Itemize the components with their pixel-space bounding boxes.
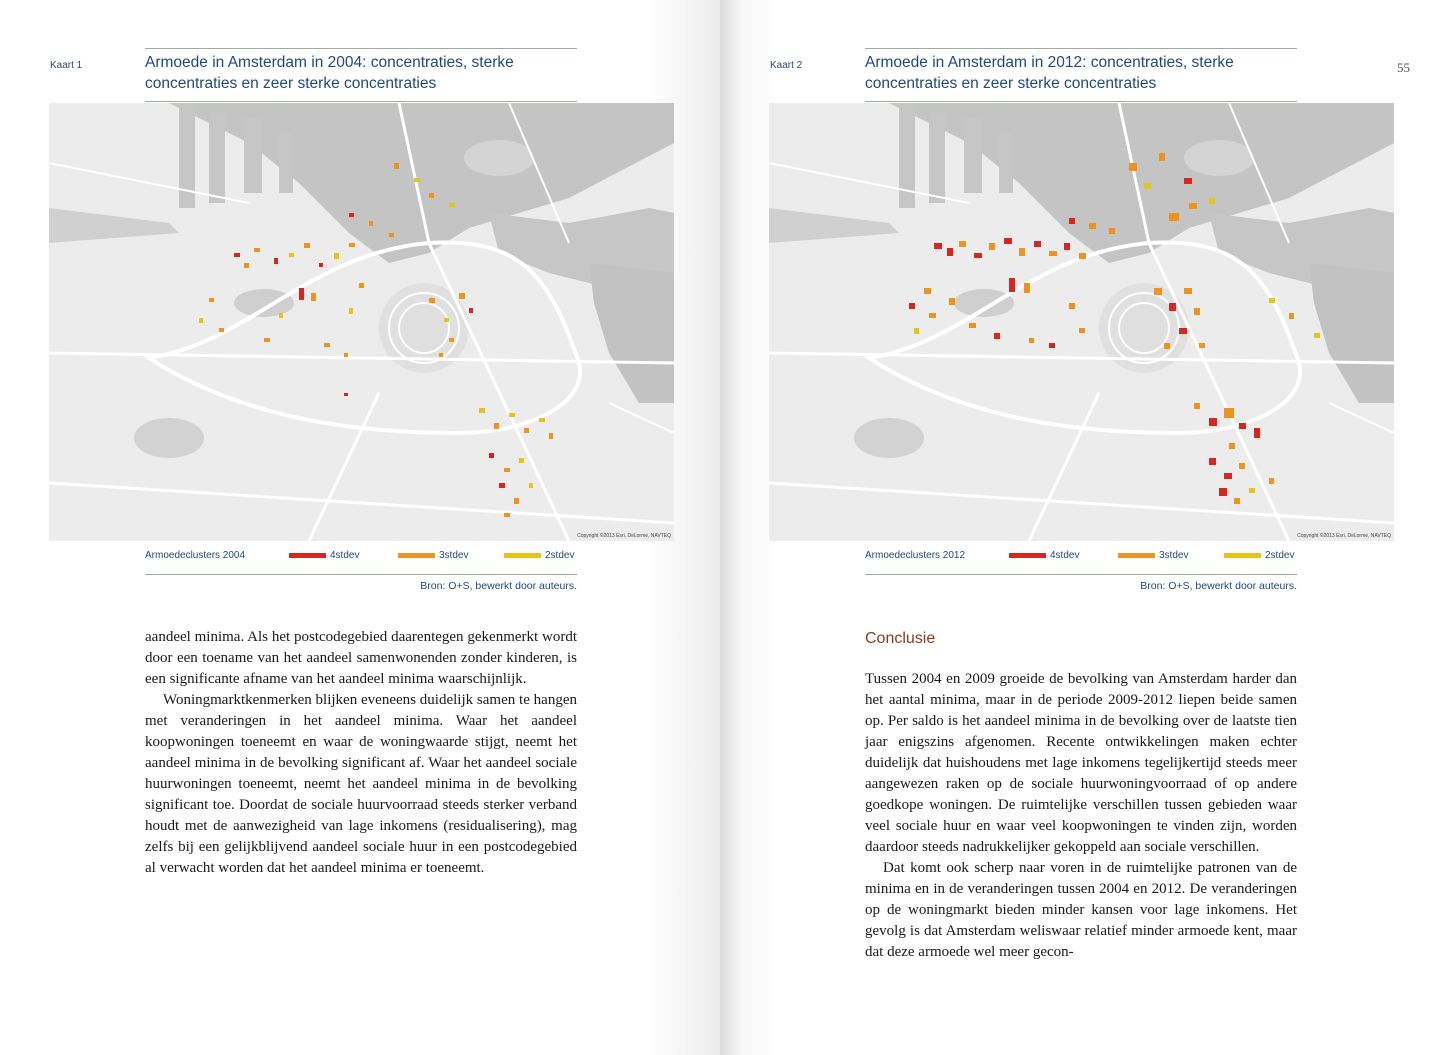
paragraph: Woningmarktkenmerken blijken eveneens duidelijk samen te hangen met veranderingen in het aandeel minima. Waar het aandeel koopwoningen toeneemt en waar de woningwaarde stijgt, neemt het aandeel minima in de bevolking significant af. Waar het aandeel sociale huurwoningen toeneemt, neemt het aandeel minima in de bevolking significant toe. Doordat de sociale huurvoorraad steeds sterker verband houdt met de aanwezigheid van lage inkomens (residualisering), mag zelfs bij een gelijkblijvend aandeel sociale huur in een postcodegebied al verwacht worden dat het aandeel minima er toeneemt. [145,692,577,876]
map-title: Armoede in Amsterdam in 2012: concentraties, sterke concentraties en zeer sterke concentraties [865,54,1234,92]
map-number-label: Kaart 2 [770,60,803,71]
paragraph: Tussen 2004 en 2009 groeide de bevolking van Amsterdam harder dan het aantal minima, maar in de periode 2009-2012 liepen beide samen op. Per saldo is het aandeel minima in de bevolking over de laatste tien jaar enigszins afgenomen. Recente ontwikkelingen maken echter duidelijk dat huishoudens met lage inkomens tegelijkertijd steeds meer aangewezen raken op de sociale huurwoningvoorraad of op andere goedkope woningen. De ruimtelijke verschillen tussen gebieden waar veel sociale huur en waar veel koopwoningen te vinden zijn, worden daardoor steeds nadrukkelijker gekoppeld aan sociale verschillen. [865,671,1297,855]
map-base [49,103,674,541]
legend-swatch-2stdev [1224,553,1261,558]
legend-rule [865,574,1297,575]
source-note: Bron: O+S, bewerkt door auteurs. [420,580,577,592]
legend-swatch-3stdev [398,553,435,558]
legend-label-2stdev: 2stdev [1265,550,1295,561]
poverty-map-2004 [49,103,674,541]
legend-label-3stdev: 3stdev [439,550,469,561]
legend-swatch-4stdev [289,553,326,558]
title-rule-top [145,48,577,49]
legend-title: Armoedeclusters 2004 [145,550,246,561]
title-rule-top [865,48,1297,49]
right-page [720,0,1440,1055]
body-text [865,669,1297,963]
map-title: Armoede in Amsterdam in 2004: concentraties, sterke concentraties en zeer sterke concentraties [145,54,514,92]
legend-swatch-3stdev [1118,553,1155,558]
legend-label-4stdev: 4stdev [330,550,360,561]
map-legend [865,549,1297,565]
title-rule-bottom [145,101,577,102]
paragraph: Dat komt ook scherp naar voren in de ruimtelijke patronen van de minima en in de veranderingen tussen 2004 en 2012. De veranderingen op de woningmarkt bieden minder kansen voor lage inkomens. Het gevolg is dat Amsterdam weliswaar relatief minder armoede kent, maar dat deze armoede wel meer gecon- [865,860,1297,960]
legend-label-4stdev: 4stdev [1050,550,1080,561]
page-number: 55 [1397,60,1410,75]
map-base [769,103,1394,541]
section-heading: Conclusie [865,630,936,647]
title-rule-bottom [865,101,1297,102]
paragraph: aandeel minima. Als het postcodegebied daarentegen gekenmerkt wordt door een toename van het aandeel samenwonenden zonder kinderen, is een significante afname van het aandeel minima waarschijnlijk. [145,629,577,687]
map-legend [145,549,577,565]
legend-swatch-4stdev [1009,553,1046,558]
legend-label-2stdev: 2stdev [545,550,575,561]
legend-swatch-2stdev [504,553,541,558]
map-number-label: Kaart 1 [50,60,83,71]
map-copyright: Copyright ©2013 Esri, DeLorme, NAVTEQ [1297,533,1391,539]
legend-title: Armoedeclusters 2012 [865,550,966,561]
source-note: Bron: O+S, bewerkt door auteurs. [1140,580,1297,592]
legend-label-3stdev: 3stdev [1159,550,1189,561]
map-copyright: Copyright ©2013 Esri, DeLorme, NAVTEQ [577,533,671,539]
poverty-map-2012 [769,103,1394,541]
body-text [145,627,577,879]
legend-rule [145,574,577,575]
